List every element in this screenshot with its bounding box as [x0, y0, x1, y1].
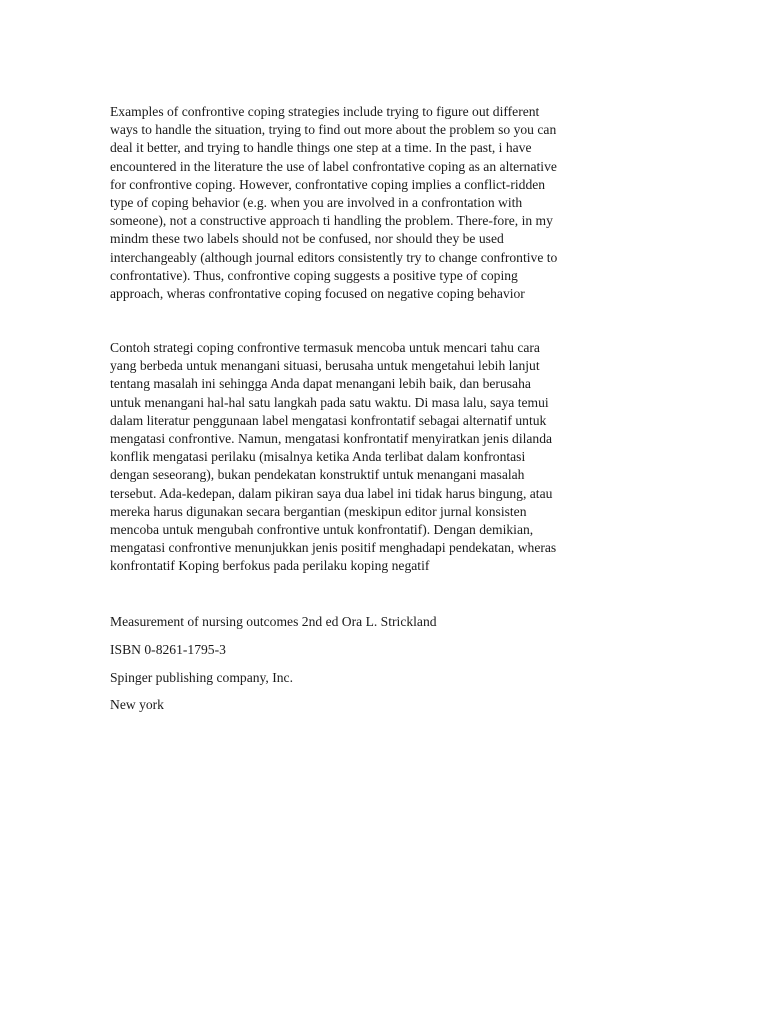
reference-city: New york [110, 697, 164, 712]
reference-isbn: ISBN 0-8261-1795-3 [110, 642, 226, 657]
english-paragraph: Examples of confrontive coping strategies include trying to figure out different ways to handle the situation, trying to find out more about the problem so you can deal it better, and trying to handle things one step at a time. In the past, i have encountered in the literature the use of label confrontative coping as an alternative for confrontive coping. However, confrontative coping implies a conflict-ridden type of coping behavior (e.g. when you are involved in a confrontation with someone), not a constructive approach ti handling the problem. There-fore, in my mindm these two labels should not be confused, nor should they be used interchangeably (although journal editors consistently try to change confrontive to confrontative). Thus, confrontive coping suggests a positive type of coping approach, wheras confrontative coping focused on negative coping behavior [110, 104, 558, 302]
indonesian-paragraph: Contoh strategi coping confrontive termasuk mencoba untuk mencari tahu cara yang berbeda untuk menangani situasi, berusaha untuk mengetahui lebih lanjut tentang masalah ini sehingga Anda dapat menangani lebih baik, dan berusaha untuk menangani hal-hal satu langkah pada satu waktu. Di masa lalu, saya temui dalam literatur penggunaan label mengatasi konfrontatif sebagai alternatif untuk mengatasi confrontive. Namun, mengatasi konfrontatif menyiratkan jenis dilanda konflik mengatasi perilaku (misalnya ketika Anda terlibat dalam konfrontasi dengan seseorang), bukan pendekatan konstruktif untuk menangani masalah tersebut. Ada-kedepan, dalam pikiran saya dua label ini tidak harus bingung, atau mereka harus digunakan secara bergantian (meskipun editor jurnal konsisten mencoba untuk mengubah confrontive untuk konfrontatif). Dengan demikian, mengatasi confrontive menunjukkan jenis positif menghadapi pendekatan, wheras konfrontatif Koping berfokus pada perilaku koping negatif [110, 340, 557, 574]
reference-publisher: Spinger publishing company, Inc. [110, 670, 293, 685]
reference-title: Measurement of nursing outcomes 2nd ed Ora L. Strickland [110, 614, 437, 629]
